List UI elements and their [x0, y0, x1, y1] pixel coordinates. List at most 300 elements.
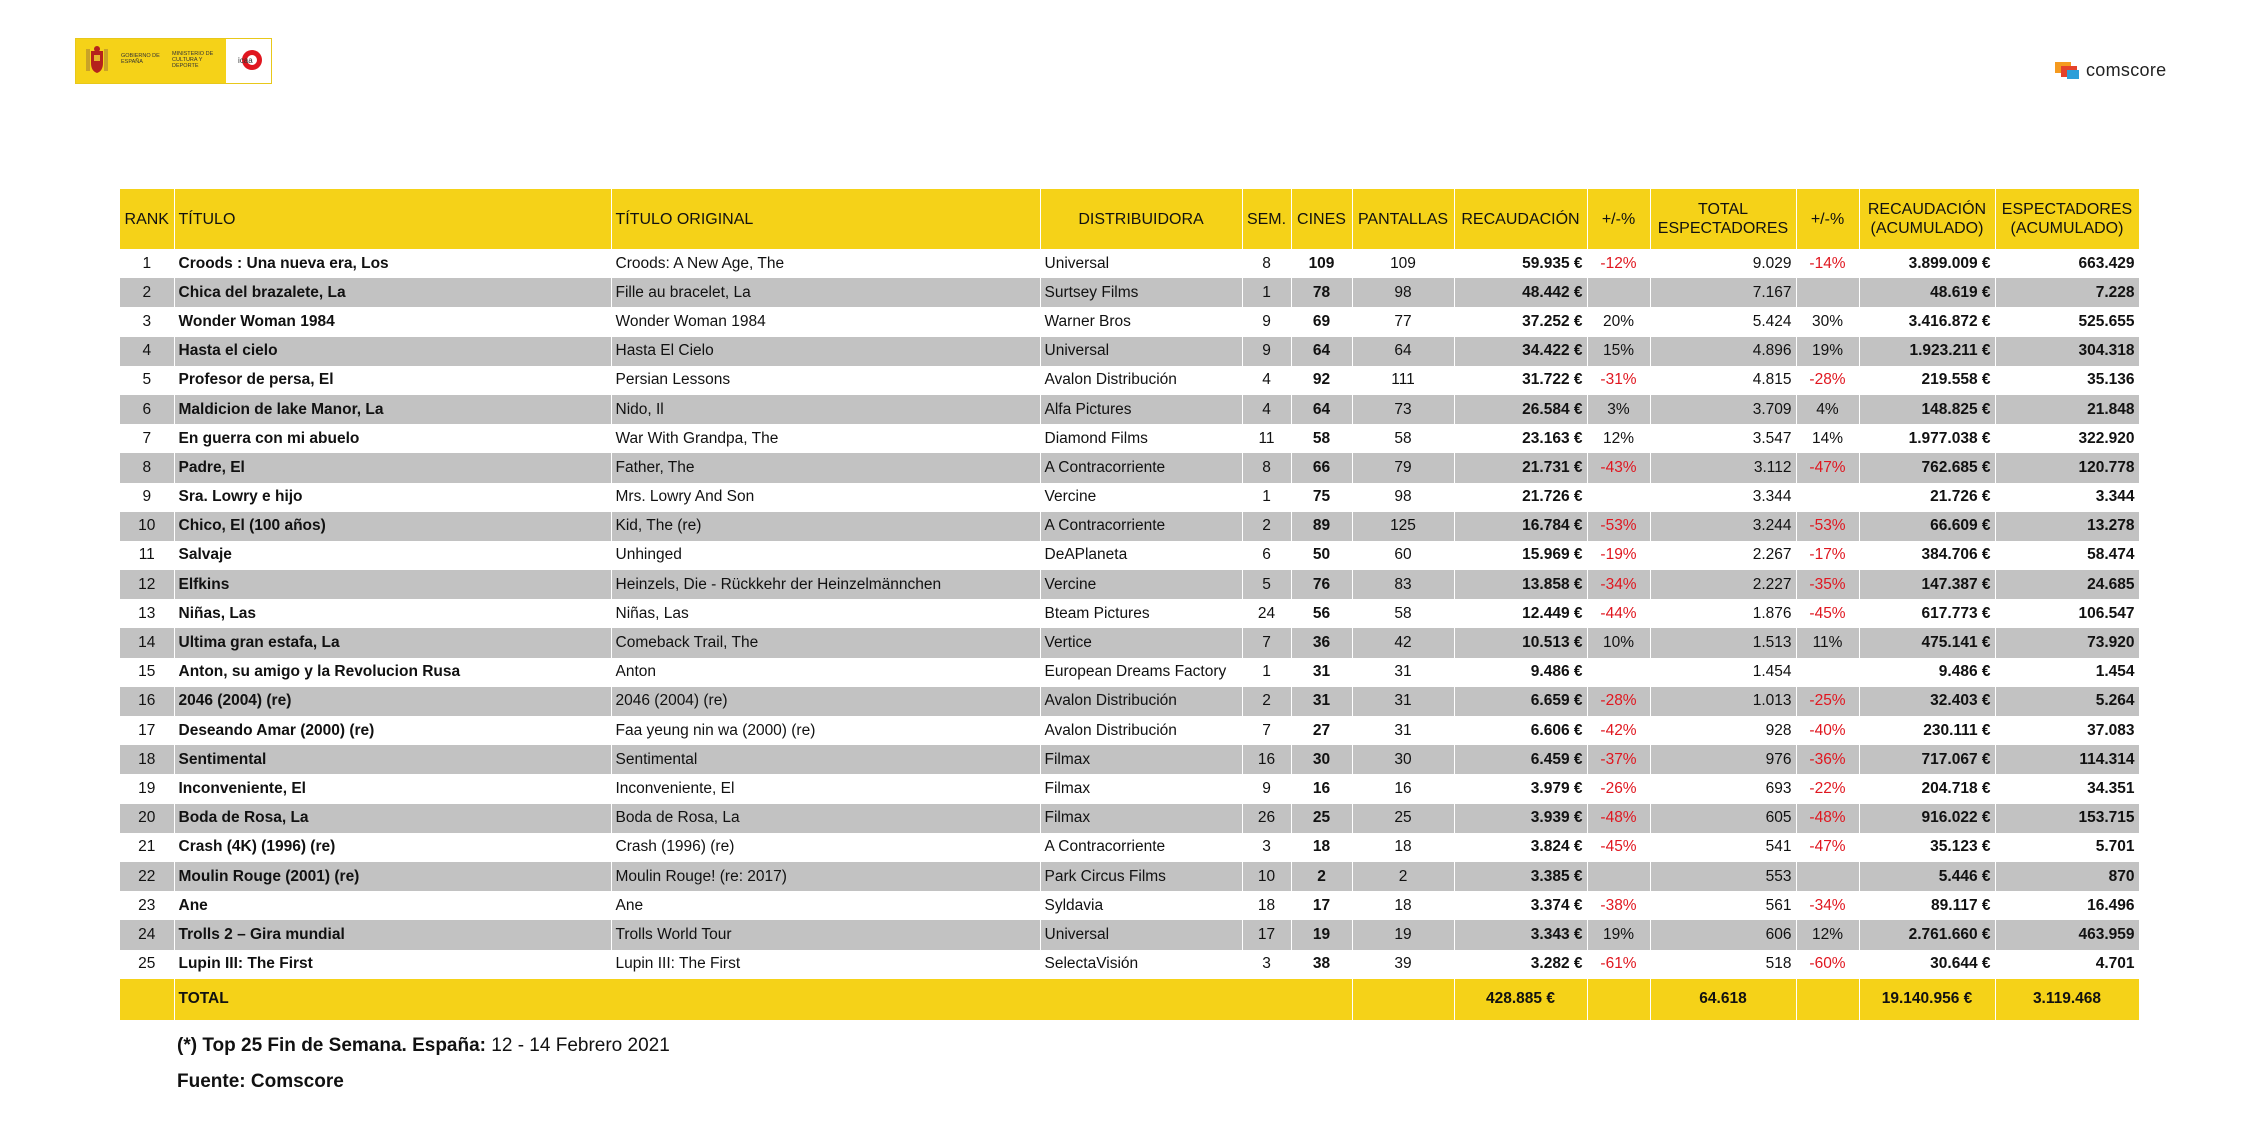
cell-pantallas: 58 — [1352, 599, 1454, 628]
cell-esp_acum: 37.083 — [1995, 716, 2139, 745]
cell-pantallas: 18 — [1352, 891, 1454, 920]
cell-rec_acum: 9.486 € — [1859, 658, 1995, 687]
cell-v2: 12% — [1796, 920, 1859, 949]
cell-rec: 3.824 € — [1454, 833, 1587, 862]
cell-esp_acum: 24.685 — [1995, 570, 2139, 599]
cell-v2: -34% — [1796, 891, 1859, 920]
cell-dist: Filmax — [1040, 804, 1242, 833]
cell-rec: 26.584 € — [1454, 395, 1587, 424]
ministerio-text: MINISTERIO DE CULTURA Y DEPORTE — [172, 51, 214, 69]
col-titulo: TÍTULO — [174, 189, 611, 249]
cell-dist: A Contracorriente — [1040, 833, 1242, 862]
cell-original: Ane — [611, 891, 1040, 920]
cell-esp_acum: 4.701 — [1995, 950, 2139, 979]
cell-rank: 11 — [120, 541, 174, 570]
table-row — [120, 249, 2139, 278]
cell-rec: 21.726 € — [1454, 483, 1587, 512]
cell-original: Hasta El Cielo — [611, 337, 1040, 366]
total-empty-rank — [120, 979, 174, 1020]
table-row — [120, 278, 2139, 307]
cell-esp_acum: 5.701 — [1995, 833, 2139, 862]
cell-v2: -22% — [1796, 774, 1859, 803]
cell-esp_acum: 114.314 — [1995, 745, 2139, 774]
esp-acum-line2: (ACUMULADO) — [2010, 220, 2124, 237]
table-row — [120, 395, 2139, 424]
cell-rec_acum: 89.117 € — [1859, 891, 1995, 920]
cell-rec_acum: 916.022 € — [1859, 804, 1995, 833]
cell-sem: 1 — [1242, 658, 1291, 687]
table-row — [120, 745, 2139, 774]
cell-sem: 24 — [1242, 599, 1291, 628]
table-row — [120, 774, 2139, 803]
cell-rec: 3.979 € — [1454, 774, 1587, 803]
cell-rec_acum: 48.619 € — [1859, 278, 1995, 307]
cell-rec_acum: 717.067 € — [1859, 745, 1995, 774]
cell-dist: Vercine — [1040, 483, 1242, 512]
col-rank: RANK — [120, 189, 174, 249]
table-row — [120, 804, 2139, 833]
cell-sem: 4 — [1242, 395, 1291, 424]
cell-rank: 13 — [120, 599, 174, 628]
cell-rank: 8 — [120, 453, 174, 482]
cell-dist: Filmax — [1040, 774, 1242, 803]
rec-acum-line1: RECAUDACIÓN — [1867, 201, 1987, 218]
cell-pantallas: 98 — [1352, 483, 1454, 512]
gobierno-text: GOBIERNO DE ESPAÑA — [121, 53, 160, 65]
cell-v2: -53% — [1796, 512, 1859, 541]
cell-v2: -25% — [1796, 687, 1859, 716]
comscore-mark-icon — [2055, 62, 2081, 80]
cell-titulo: Padre, El — [174, 453, 611, 482]
cell-rec: 3.343 € — [1454, 920, 1587, 949]
cell-original: Niñas, Las — [611, 599, 1040, 628]
cell-esp: 2.227 — [1650, 570, 1796, 599]
cell-original: Father, The — [611, 453, 1040, 482]
cell-cines: 56 — [1291, 599, 1352, 628]
cell-v2: 30% — [1796, 307, 1859, 336]
cell-cines: 36 — [1291, 628, 1352, 657]
cell-pantallas: 60 — [1352, 541, 1454, 570]
table-row — [120, 599, 2139, 628]
cell-sem: 17 — [1242, 920, 1291, 949]
cell-v1: -26% — [1587, 774, 1650, 803]
header-row — [120, 189, 2139, 249]
col-rec-acumulado — [1859, 189, 1995, 249]
cell-rec_acum: 230.111 € — [1859, 716, 1995, 745]
cell-original: Sentimental — [611, 745, 1040, 774]
cell-esp_acum: 7.228 — [1995, 278, 2139, 307]
cell-original: Boda de Rosa, La — [611, 804, 1040, 833]
cell-v2: -35% — [1796, 570, 1859, 599]
cell-rec: 15.969 € — [1454, 541, 1587, 570]
cell-rank: 1 — [120, 249, 174, 278]
cell-titulo: Boda de Rosa, La — [174, 804, 611, 833]
table-row — [120, 512, 2139, 541]
cell-v1: -37% — [1587, 745, 1650, 774]
cell-v1 — [1587, 483, 1650, 512]
cell-pantallas: 77 — [1352, 307, 1454, 336]
cell-esp_acum: 153.715 — [1995, 804, 2139, 833]
cell-pantallas: 58 — [1352, 424, 1454, 453]
cell-esp: 606 — [1650, 920, 1796, 949]
cell-esp_acum: 106.547 — [1995, 599, 2139, 628]
cell-cines: 64 — [1291, 395, 1352, 424]
cell-dist: Diamond Films — [1040, 424, 1242, 453]
cell-cines: 50 — [1291, 541, 1352, 570]
cell-dist: Avalon Distribución — [1040, 687, 1242, 716]
esp-acum-line1: ESPECTADORES — [2001, 201, 2133, 218]
cell-rank: 4 — [120, 337, 174, 366]
cell-v1: 3% — [1587, 395, 1650, 424]
cell-v1: -12% — [1587, 249, 1650, 278]
cell-rec_acum: 35.123 € — [1859, 833, 1995, 862]
cell-esp: 976 — [1650, 745, 1796, 774]
cell-rank: 25 — [120, 950, 174, 979]
cell-titulo: Trolls 2 – Gira mundial — [174, 920, 611, 949]
cell-esp: 3.244 — [1650, 512, 1796, 541]
col-esp-acumulado — [1995, 189, 2139, 249]
footnote — [177, 1035, 670, 1057]
cell-sem: 10 — [1242, 862, 1291, 891]
cell-rec_acum: 148.825 € — [1859, 395, 1995, 424]
cell-original: Croods: A New Age, The — [611, 249, 1040, 278]
cell-esp: 4.896 — [1650, 337, 1796, 366]
cell-rec: 6.606 € — [1454, 716, 1587, 745]
cell-v1: -45% — [1587, 833, 1650, 862]
cell-dist: Surtsey Films — [1040, 278, 1242, 307]
cell-dist: Universal — [1040, 249, 1242, 278]
cell-sem: 7 — [1242, 628, 1291, 657]
cell-dist: European Dreams Factory — [1040, 658, 1242, 687]
cell-v1: -44% — [1587, 599, 1650, 628]
cell-original: Mrs. Lowry And Son — [611, 483, 1040, 512]
cell-pantallas: 111 — [1352, 366, 1454, 395]
cell-esp_acum: 58.474 — [1995, 541, 2139, 570]
cell-cines: 78 — [1291, 278, 1352, 307]
cell-v2: -28% — [1796, 366, 1859, 395]
cell-pantallas: 79 — [1352, 453, 1454, 482]
box-office-table — [120, 189, 2140, 1020]
cell-esp: 7.167 — [1650, 278, 1796, 307]
cell-esp: 5.424 — [1650, 307, 1796, 336]
cell-titulo: Niñas, Las — [174, 599, 611, 628]
cell-titulo: Ultima gran estafa, La — [174, 628, 611, 657]
cell-rank: 21 — [120, 833, 174, 862]
cell-v2 — [1796, 862, 1859, 891]
cell-sem: 9 — [1242, 774, 1291, 803]
cell-v1: -28% — [1587, 687, 1650, 716]
cell-pantallas: 83 — [1352, 570, 1454, 599]
cell-esp_acum: 35.136 — [1995, 366, 2139, 395]
cell-esp_acum: 1.454 — [1995, 658, 2139, 687]
total-esp-acumulado: 3.119.468 — [1995, 979, 2139, 1020]
cell-rec: 6.459 € — [1454, 745, 1587, 774]
cell-v2: -36% — [1796, 745, 1859, 774]
cell-esp: 1.013 — [1650, 687, 1796, 716]
cell-rec_acum: 5.446 € — [1859, 862, 1995, 891]
cell-dist: Park Circus Films — [1040, 862, 1242, 891]
cell-dist: Filmax — [1040, 745, 1242, 774]
cell-rank: 5 — [120, 366, 174, 395]
cell-v1: -53% — [1587, 512, 1650, 541]
cell-rec: 9.486 € — [1454, 658, 1587, 687]
cell-pantallas: 16 — [1352, 774, 1454, 803]
cell-v2: -47% — [1796, 833, 1859, 862]
cell-esp_acum: 34.351 — [1995, 774, 2139, 803]
table-row — [120, 424, 2139, 453]
coat-of-arms-icon — [84, 45, 110, 75]
cell-v2 — [1796, 278, 1859, 307]
cell-esp_acum: 663.429 — [1995, 249, 2139, 278]
cell-titulo: 2046 (2004) (re) — [174, 687, 611, 716]
col-var2: +/-% — [1796, 189, 1859, 249]
cell-original: Faa yeung nin wa (2000) (re) — [611, 716, 1040, 745]
cell-titulo: Deseando Amar (2000) (re) — [174, 716, 611, 745]
cell-rec: 31.722 € — [1454, 366, 1587, 395]
cell-cines: 89 — [1291, 512, 1352, 541]
cell-rec_acum: 147.387 € — [1859, 570, 1995, 599]
cell-cines: 66 — [1291, 453, 1352, 482]
cell-rank: 18 — [120, 745, 174, 774]
cell-pantallas: 73 — [1352, 395, 1454, 424]
cell-titulo: Ane — [174, 891, 611, 920]
cell-cines: 17 — [1291, 891, 1352, 920]
cell-rec: 34.422 € — [1454, 337, 1587, 366]
cell-sem: 8 — [1242, 249, 1291, 278]
cell-original: Wonder Woman 1984 — [611, 307, 1040, 336]
cell-titulo: Sentimental — [174, 745, 611, 774]
cell-rank: 12 — [120, 570, 174, 599]
cell-rec_acum: 2.761.660 € — [1859, 920, 1995, 949]
cell-rec_acum: 617.773 € — [1859, 599, 1995, 628]
cell-original: Inconveniente, El — [611, 774, 1040, 803]
cell-rec: 23.163 € — [1454, 424, 1587, 453]
table-row — [120, 541, 2139, 570]
cell-sem: 7 — [1242, 716, 1291, 745]
cell-esp: 1.454 — [1650, 658, 1796, 687]
table-row — [120, 833, 2139, 862]
cell-original: War With Grandpa, The — [611, 424, 1040, 453]
cell-dist: SelectaVisión — [1040, 950, 1242, 979]
cell-rank: 23 — [120, 891, 174, 920]
col-total-espectadores — [1650, 189, 1796, 249]
cell-sem: 16 — [1242, 745, 1291, 774]
cell-cines: 76 — [1291, 570, 1352, 599]
cell-rec: 3.282 € — [1454, 950, 1587, 979]
cell-esp: 3.547 — [1650, 424, 1796, 453]
cell-pantallas: 31 — [1352, 658, 1454, 687]
table-row — [120, 891, 2139, 920]
cell-rank: 9 — [120, 483, 174, 512]
cell-cines: 92 — [1291, 366, 1352, 395]
cell-sem: 1 — [1242, 278, 1291, 307]
cell-dist: A Contracorriente — [1040, 453, 1242, 482]
cell-titulo: En guerra con mi abuelo — [174, 424, 611, 453]
table-row — [120, 687, 2139, 716]
cell-titulo: Profesor de persa, El — [174, 366, 611, 395]
total-empty-var2 — [1796, 979, 1859, 1020]
cell-rec_acum: 475.141 € — [1859, 628, 1995, 657]
table-row — [120, 862, 2139, 891]
cell-rec_acum: 21.726 € — [1859, 483, 1995, 512]
cell-dist: Bteam Pictures — [1040, 599, 1242, 628]
cell-cines: 69 — [1291, 307, 1352, 336]
cell-v2: -60% — [1796, 950, 1859, 979]
cell-sem: 3 — [1242, 950, 1291, 979]
table-row — [120, 483, 2139, 512]
cell-esp: 928 — [1650, 716, 1796, 745]
cell-esp: 518 — [1650, 950, 1796, 979]
cell-esp: 561 — [1650, 891, 1796, 920]
cell-sem: 6 — [1242, 541, 1291, 570]
cell-rank: 15 — [120, 658, 174, 687]
icaa-text: icaa — [238, 56, 253, 65]
cell-dist: Vercine — [1040, 570, 1242, 599]
table-row — [120, 628, 2139, 657]
cell-rank: 10 — [120, 512, 174, 541]
cell-pantallas: 30 — [1352, 745, 1454, 774]
cell-titulo: Hasta el cielo — [174, 337, 611, 366]
total-empty-var1 — [1587, 979, 1650, 1020]
cell-dist: A Contracorriente — [1040, 512, 1242, 541]
cell-v1 — [1587, 278, 1650, 307]
cell-v2: -17% — [1796, 541, 1859, 570]
cell-esp: 9.029 — [1650, 249, 1796, 278]
cell-rec_acum: 1.977.038 € — [1859, 424, 1995, 453]
cell-titulo: Elfkins — [174, 570, 611, 599]
cell-titulo: Crash (4K) (1996) (re) — [174, 833, 611, 862]
cell-rank: 7 — [120, 424, 174, 453]
cell-v1: -61% — [1587, 950, 1650, 979]
source-note: Fuente: Comscore — [177, 1071, 344, 1092]
cell-titulo: Croods : Una nueva era, Los — [174, 249, 611, 278]
cell-dist: Universal — [1040, 337, 1242, 366]
cell-dist: Syldavia — [1040, 891, 1242, 920]
cell-original: Anton — [611, 658, 1040, 687]
cell-sem: 3 — [1242, 833, 1291, 862]
cell-dist: DeAPlaneta — [1040, 541, 1242, 570]
cell-v1: -38% — [1587, 891, 1650, 920]
cell-v2: 19% — [1796, 337, 1859, 366]
col-sem: SEM. — [1242, 189, 1291, 249]
cell-rec: 37.252 € — [1454, 307, 1587, 336]
cell-v1: -31% — [1587, 366, 1650, 395]
total-rec-acumulado: 19.140.956 € — [1859, 979, 1995, 1020]
cell-titulo: Moulin Rouge (2001) (re) — [174, 862, 611, 891]
col-recaudacion: RECAUDACIÓN — [1454, 189, 1587, 249]
cell-dist: Avalon Distribución — [1040, 366, 1242, 395]
cell-rec_acum: 30.644 € — [1859, 950, 1995, 979]
cell-dist: Vertice — [1040, 628, 1242, 657]
cell-pantallas: 42 — [1352, 628, 1454, 657]
cell-rank: 14 — [120, 628, 174, 657]
table-row — [120, 366, 2139, 395]
cell-rank: 16 — [120, 687, 174, 716]
cell-v1: 12% — [1587, 424, 1650, 453]
cell-original: Trolls World Tour — [611, 920, 1040, 949]
cell-esp: 3.344 — [1650, 483, 1796, 512]
cell-esp_acum: 16.496 — [1995, 891, 2139, 920]
table-row — [120, 337, 2139, 366]
cell-sem: 9 — [1242, 307, 1291, 336]
cell-v1: -48% — [1587, 804, 1650, 833]
cell-sem: 5 — [1242, 570, 1291, 599]
cell-rec_acum: 66.609 € — [1859, 512, 1995, 541]
footnote-dates: 12 - 14 Febrero 2021 — [486, 1035, 670, 1056]
cell-esp: 1.513 — [1650, 628, 1796, 657]
gobierno-icaa-logo — [75, 38, 272, 84]
cell-rec: 59.935 € — [1454, 249, 1587, 278]
cell-v1: 10% — [1587, 628, 1650, 657]
cell-pantallas: 25 — [1352, 804, 1454, 833]
cell-v1: -34% — [1587, 570, 1650, 599]
cell-cines: 16 — [1291, 774, 1352, 803]
cell-rec_acum: 3.416.872 € — [1859, 307, 1995, 336]
cell-original: Heinzels, Die - Rückkehr der Heinzelmännchen — [611, 570, 1040, 599]
cell-sem: 1 — [1242, 483, 1291, 512]
cell-rec: 3.939 € — [1454, 804, 1587, 833]
cell-sem: 2 — [1242, 512, 1291, 541]
cell-cines: 75 — [1291, 483, 1352, 512]
cell-cines: 64 — [1291, 337, 1352, 366]
cell-v1: 20% — [1587, 307, 1650, 336]
cell-esp: 3.112 — [1650, 453, 1796, 482]
cell-original: Comeback Trail, The — [611, 628, 1040, 657]
cell-cines: 18 — [1291, 833, 1352, 862]
cell-pantallas: 125 — [1352, 512, 1454, 541]
cell-dist: Warner Bros — [1040, 307, 1242, 336]
cell-titulo: Chico, El (100 años) — [174, 512, 611, 541]
cell-esp_acum: 120.778 — [1995, 453, 2139, 482]
cell-rec: 48.442 € — [1454, 278, 1587, 307]
cell-titulo: Salvaje — [174, 541, 611, 570]
cell-rank: 24 — [120, 920, 174, 949]
cell-v1: -19% — [1587, 541, 1650, 570]
cell-esp_acum: 463.959 — [1995, 920, 2139, 949]
cell-rec: 6.659 € — [1454, 687, 1587, 716]
col-cines: CINES — [1291, 189, 1352, 249]
cell-sem: 4 — [1242, 366, 1291, 395]
cell-titulo: Wonder Woman 1984 — [174, 307, 611, 336]
table-row — [120, 453, 2139, 482]
cell-original: Nido, Il — [611, 395, 1040, 424]
cell-esp_acum: 304.318 — [1995, 337, 2139, 366]
cell-esp: 1.876 — [1650, 599, 1796, 628]
cell-v2 — [1796, 658, 1859, 687]
cell-rec_acum: 219.558 € — [1859, 366, 1995, 395]
cell-v2: -45% — [1796, 599, 1859, 628]
cell-titulo: Maldicion de lake Manor, La — [174, 395, 611, 424]
cell-rec: 21.731 € — [1454, 453, 1587, 482]
cell-sem: 18 — [1242, 891, 1291, 920]
cell-rec_acum: 1.923.211 € — [1859, 337, 1995, 366]
cell-v2: -40% — [1796, 716, 1859, 745]
total-label: TOTAL — [174, 979, 1352, 1020]
cell-pantallas: 64 — [1352, 337, 1454, 366]
cell-cines: 31 — [1291, 658, 1352, 687]
cell-original: Moulin Rouge! (re: 2017) — [611, 862, 1040, 891]
cell-pantallas: 31 — [1352, 716, 1454, 745]
rec-acum-line2: (ACUMULADO) — [1870, 220, 1984, 237]
cell-original: Persian Lessons — [611, 366, 1040, 395]
cell-sem: 26 — [1242, 804, 1291, 833]
total-recaudacion: 428.885 € — [1454, 979, 1587, 1020]
col-titulo-original: TÍTULO ORIGINAL — [611, 189, 1040, 249]
footnote-title: (*) Top 25 Fin de Semana. España: — [177, 1035, 486, 1056]
cell-titulo: Sra. Lowry e hijo — [174, 483, 611, 512]
cell-rank: 3 — [120, 307, 174, 336]
cell-pantallas: 18 — [1352, 833, 1454, 862]
